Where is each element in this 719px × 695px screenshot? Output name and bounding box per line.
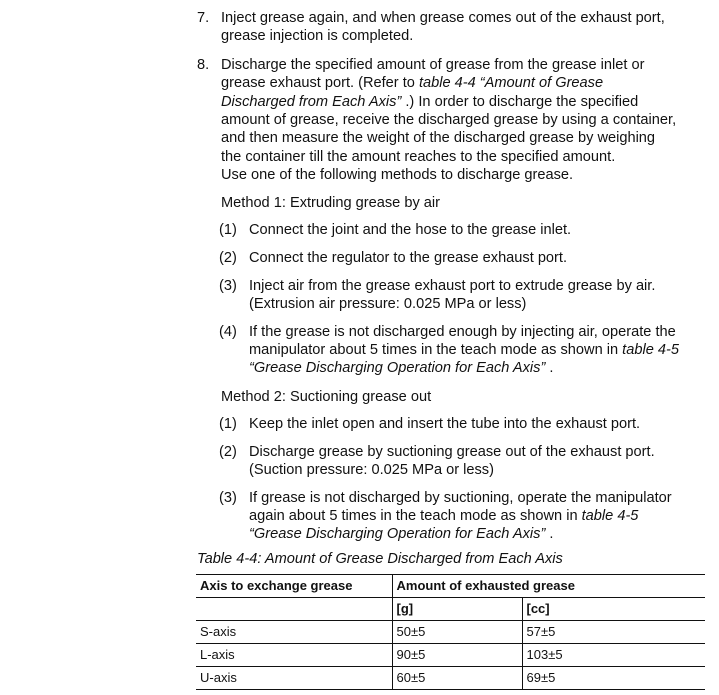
- substep-text-part: manipulator about 5 times in the teach mode as shown in: [249, 342, 623, 358]
- substep-number: (3): [219, 278, 237, 294]
- substep-text: (Suction pressure: 0.025 MPa or less): [249, 462, 494, 478]
- step-text: [221, 74, 603, 92]
- empty-cell: [196, 598, 392, 621]
- step-number: 7.: [197, 10, 210, 26]
- grams-cell: 60±5: [392, 667, 522, 690]
- axis-cell: U-axis: [200, 670, 237, 685]
- substep-number: (1): [219, 416, 237, 432]
- cc-cell: 103±5: [522, 644, 705, 667]
- step-text: and then measure the weight of the discharged grease by weighing: [221, 130, 656, 146]
- substep-number: (4): [219, 324, 237, 340]
- table-row: [196, 644, 705, 667]
- step-text-part: .) In order to discharge the specified: [401, 94, 639, 110]
- substep-text-part: again about 5 times in the teach mode as shown in: [249, 508, 582, 524]
- unit-cc: [cc]: [522, 598, 705, 621]
- method-title: Method 1: Extruding grease by air: [221, 195, 441, 211]
- axis-cell: S-axis: [200, 624, 237, 639]
- step-text: [221, 93, 638, 111]
- table-reference-link: “Grease Discharging Operation for Each Axis”: [249, 526, 546, 542]
- substep-text-part: .: [545, 360, 554, 376]
- step-text: Inject grease again, and when grease comes out of the exhaust port,: [221, 10, 665, 26]
- method-title: Method 2: Suctioning grease out: [221, 389, 432, 405]
- grease-amount-table: [196, 574, 705, 690]
- substep-text: If the grease is not discharged enough by injecting air, operate the: [249, 324, 676, 340]
- table-caption: Table 4-4: Amount of Grease Discharged from Each Axis: [197, 551, 563, 567]
- substep-number: (2): [219, 444, 237, 460]
- step-text: the container till the amount reaches to the specified amount.: [221, 149, 616, 165]
- substep-number: (2): [219, 250, 237, 266]
- step-text: Use one of the following methods to discharge grease.: [221, 167, 574, 183]
- unit-g: [g]: [392, 598, 522, 621]
- table-reference-link: Discharged from Each Axis”: [221, 94, 402, 110]
- step-number: 8.: [197, 57, 210, 73]
- substep-text: [249, 341, 679, 359]
- axis-cell: L-axis: [200, 647, 235, 662]
- grams-cell: 90±5: [392, 644, 522, 667]
- table-header-row: [196, 575, 705, 598]
- table-row: [196, 621, 705, 644]
- cc-cell: 69±5: [522, 667, 705, 690]
- grams-cell: 50±5: [392, 621, 522, 644]
- substep-text: If grease is not discharged by suctioning, operate the manipulator: [249, 490, 672, 506]
- table-reference-link: table 4-4 “Amount of Grease: [418, 75, 604, 91]
- step-text: grease injection is completed.: [221, 28, 414, 44]
- substep-text: (Extrusion air pressure: 0.025 MPa or less): [249, 296, 527, 312]
- substep-text-part: .: [545, 526, 554, 542]
- table-row: [196, 667, 705, 690]
- substep-text: Discharge grease by suctioning grease out of the exhaust port.: [249, 444, 655, 460]
- header-axis: Axis to exchange grease: [196, 575, 392, 598]
- table-unit-row: [196, 598, 705, 621]
- substep-text: Connect the regulator to the grease exhaust port.: [249, 250, 568, 266]
- step-text-part: grease exhaust port. (Refer to: [221, 75, 419, 91]
- substep-text: [249, 525, 553, 543]
- cc-cell: 57±5: [522, 621, 705, 644]
- substep-number: (3): [219, 490, 237, 506]
- step-text: amount of grease, receive the discharged grease by using a container,: [221, 112, 677, 128]
- substep-text: Connect the joint and the hose to the grease inlet.: [249, 222, 572, 238]
- substep-number: (1): [219, 222, 237, 238]
- table-reference-link: table 4-5: [622, 342, 679, 358]
- substep-text: [249, 507, 638, 525]
- table-reference-link: table 4-5: [581, 508, 639, 524]
- step-text: Discharge the specified amount of grease from the grease inlet or: [221, 57, 645, 73]
- header-amount: Amount of exhausted grease: [392, 575, 705, 598]
- substep-text: Keep the inlet open and insert the tube into the exhaust port.: [249, 416, 641, 432]
- table-reference-link: “Grease Discharging Operation for Each Axis”: [249, 360, 546, 376]
- substep-text: [249, 359, 553, 377]
- substep-text: Inject air from the grease exhaust port to extrude grease by air.: [249, 278, 656, 294]
